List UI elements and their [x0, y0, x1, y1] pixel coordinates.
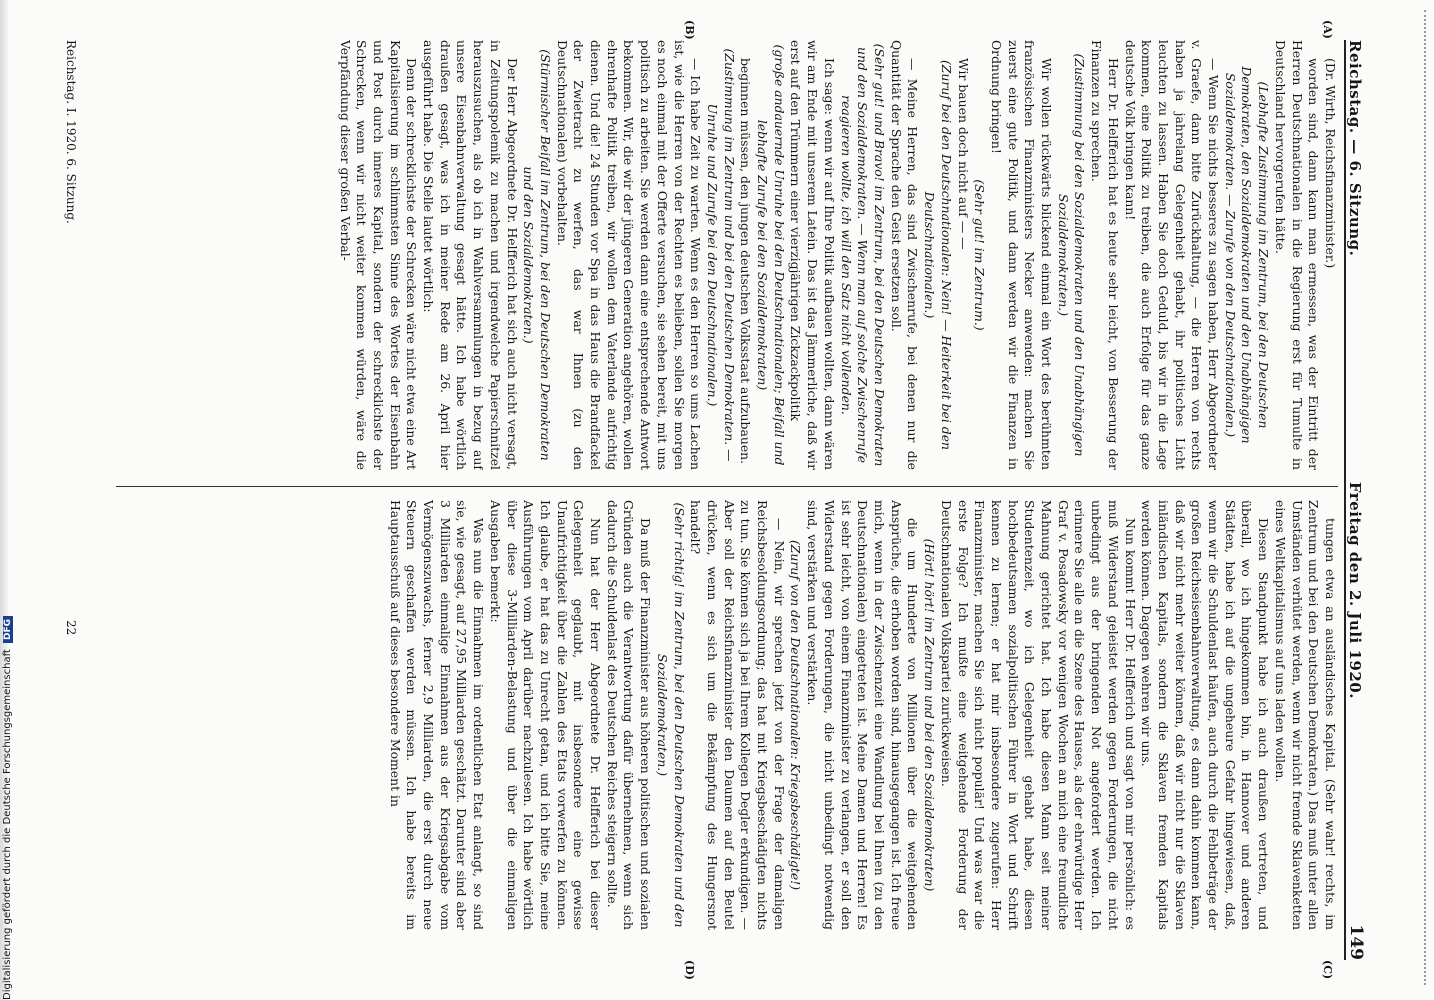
speech-paragraph: Ich sage: wenn wir auf Ihre Politik aufbauen wollten, dann wären wir am Ende mit unserem Latein. Das ist das Jämmerliche, daß wir erst auf den Trümmern einer vierzigjährigen Zickzackpolitik	[788, 40, 837, 470]
credit-text: Digitalisierung gefördert durch die Deutsche Forschungsgemeinschaft	[2, 649, 13, 1000]
margin-mark-d: (D)	[683, 960, 696, 980]
interjection-paragraph: (Sehr gut! und Bravo! im Zentrum, bei den Deutschen Demokraten und den Sozialdemokraten. — Wenn man auf solche Zwischenrufe reagieren wollte, ich will den Satz nicht vollenden.	[838, 43, 888, 467]
speech-paragraph: Nun kommt Herr Dr. Helfferich und sagt von mir persönlich: es muß Widerstand geleistet werden gegen Forderungen, die nicht unbedingt aus der bringenden Not angefordert werden. Ich erinnere Sie alle an die Szene des Hauses, als der ehrwürdige Herr Graf v. Posadowsky vor wenigen Wochen an mich eine freundliche Mahnung gerichtet hat. Ich habe diesen Mann seit meiner Studentenzeit, wo ich Gelegenheit gehabt habe, diesen hochbedeutsamen sozialpolitischen Führer in Wort und Schrift kennen zu lernen; er hat mir insbesondere zugerufen: Herr Finanzminister, machen Sie sich nicht populär! Und was war die erste Folge? Ich mußte eine weitgehende Forderung der Deutschnationalen Volkspartei zurückweisen.	[938, 500, 1138, 930]
speech-paragraph: — Ich habe Zeit zu warten. Wenn es den Herren so ums Lachen ist, wie die Herren von der Rechten es belieben, sollen Sie morgen es noch einmal mit der Offerte versuchen, sie sehen bereit, mit uns politisch zu arbeiten. Sie werden dann eine entsprechende Antwort bekommen. Wir, die wir der jüngeren Generation angehören, wollen ehrenhafte Politik treiben, wir wollen dem Vaterlande aufrichtig dienen. Und die! 24 Stunden vor Spa in das Haus die Brandfackel der Zwietracht zu werfen, das war Ihnen (zu den Deutschnationalen) vorbehalten.	[554, 40, 704, 470]
speech-paragraph: Da muß der Finanzminister aus höheren politischen und sozialen Gründen auch die Verantwortung dafür übernehmen, wenn sich dadurch die Schuldenlast des Deutschen Reiches steigern sollte.	[604, 500, 654, 930]
speech-paragraph: Nun hat der Herr Abgeordnete Dr. Helfferich bei dieser Gelegenheit geglaubt, mit insbesondere eine gewisse Unaufrichtigkeit über die Zahlen des Etats vorwerfen zu können. Ich glaube, er hat das zu Unrecht getan, und ich bitte Sie, meine Ausführungen vom April darüber nachzulesen. Ich habe wörtlich über diese 3-Milliarden-Belastung und über die einmaligen Ausgaben bemerkt:	[487, 500, 604, 930]
interjection-paragraph: (Zustimmung bei den Sozialdemokraten und den Unabhängigen Sozialdemokraten.)	[1055, 53, 1088, 457]
interjection-paragraph: (Zuruf bei den Deutschnationalen: Nein! — Heiterkeit bei den Deutschnationalen.)	[922, 59, 954, 451]
speech-paragraph: worden sind, dann kann man ermessen, was der Eintritt der Herren Deutschnationalen in die Regierung erst für Tumulte in Deutschland hervorgerufen hätte.	[1272, 40, 1322, 470]
left-text-column	[86, 40, 1338, 470]
footer-session-label: Reichstag. I. 1920. 6. Sitzung.	[64, 40, 78, 224]
speech-paragraph: die um Hunderte von Millionen über die weitgehenden Ansprüche, die erhoben worden sind, hinausgegangen ist. Ich freue mich, wenn in der Zwischenzeit eine Wandlung bei Ihnen (zu den Deutschnationalen) eingetreten ist. Meine Damen und Herren! Es ist sehr leicht, von einem Finanzminister zu verlangen, er soll den Widerstand gegen Forderungen, die nicht unbedingt notwendig sind, verstärken und verstärken.	[805, 500, 921, 930]
column-divider	[116, 486, 1338, 487]
speech-paragraph: Der Herr Abgeordnete Dr. Helfferich hat sich auch nicht versagt, in Zeitungspolemik zu machen und irgendwelche Papierschnitzel herauszusuchen, als ob ich in Wahlversammlungen in bezug auf unsere Eisenbahnverwaltung gesagt hätte. Ich habe wörtlich draußen gesagt, was ich in meiner Rede am 26. April hier ausgeführt habe. Die Stelle lautet wörtlich:	[421, 40, 520, 470]
speech-paragraph: Wir wollen rückwärts blickend einmal ein Wort des berühmten französischen Finanzministers Necker anwenden: machen Sie zuerst eine gute Politik, und dann werden wir die Finanzen in Ordnung bringen!	[988, 40, 1055, 470]
page-number: 149	[1346, 924, 1366, 960]
interjection-paragraph: (Zuruf von den Deutschnationalen: Kriegsbeschädigte!)	[788, 539, 804, 891]
speech-paragraph: Herr Dr. Helfferich hat es heute sehr leicht, von Besserung der Finanzen zu sprechen.	[1089, 40, 1121, 470]
interjection-paragraph: (Sehr gut! im Zentrum.)	[972, 179, 988, 331]
speech-paragraph: — Meine Herren, das sind Zwischenrufe, bei denen nur die Quantität der Sprache den Geist ersetzen soll.	[888, 40, 921, 470]
margin-mark-b: (B)	[683, 20, 696, 40]
interjection-paragraph: (große andauernde Unruhe bei den Deutschnationalen; Beifall und lebhafte Zurufe bei den Sozialdemokraten)	[755, 44, 787, 466]
speech-paragraph: beginnen müssen, den jungen deutschen Volksstaat aufzubauen.	[738, 58, 754, 465]
margin-mark-c: (C)	[1321, 960, 1334, 980]
interjection-paragraph: (Stürmischer Beifall im Zentrum, bei den Deutschen Demokraten und den Sozialdemokraten.)	[521, 49, 553, 461]
speech-paragraph: tungen etwa an ausländisches Kapital. (Sehr wahr! rechts, im Zentrum und bei den Deutschen Demokraten.) Das muß unter allen Umständen verhütet werden, wenn wir nicht fremde Sklavenketten eines Weltkapitalismus auf uns laden wollen.	[1272, 500, 1338, 930]
scan-border	[1418, 10, 1426, 985]
speech-paragraph: — Wenn Sie nichts besseres zu sagen haben, Herr Abgeordneter v. Graefe, dann bitte Zurückhaltung, — die Herren von rechts haben ja jahrelang Gelegenheit gehabt, ihr politisches Licht leuchten zu lassen. Haben Sie doch Geduld, bis wir in die Lage kommen, eine Politik zu treiben, die auch Erfolge für das ganze deutsche Volk bringen kann!	[1122, 40, 1222, 470]
rotated-document-sheet	[56, 20, 1386, 980]
speech-paragraph: Diesen Standpunkt habe ich auch draußen vertreten, und überall, wo ich hingekommen bin, in Hannover und anderen Städten, habe ich auf die ungeheure Gefahr hingewiesen, daß, wenn wir die Schuldenlast häufen, auch durch die Fehlbeträge der großen Reichseisenbahnverwaltung, es dann dahin kommen kann, daß wir nicht mehr weiter können, daß wir nicht nur die Sklaven inländischen Kapitals, sondern die Sklaven fremden Kapitals werden können. Dagegen wehren wir uns.	[1139, 500, 1272, 930]
speech-paragraph: Was nun die Einnahmen im ordentlichen Etat anlangt, so sind sie, wie gesagt, auf 27,95 Milliarden geschätzt. Darunter sind aber 3 Milliarden einmalige Einnahmen aus der Kriegsabgabe vom Vermögenszuwachs, ferner 2,9 Milliarden, die erst durch neue Steuern geschaffen werden müssen. Ich habe bereits im Hauptausschuß auf dieses besondere Moment in	[387, 500, 487, 930]
speech-paragraph: Denn der schrecklichste der Schrecken wäre nicht etwa eine Art Kapitalisierung im schlimmsten Sinne des Wortes der Eisenbahn und Post durch inneres Kapital, sondern der schrecklichste der Schrecken, wenn wir nicht weiter kommen würden, wäre die Verpfändung dieser großen Verbal-	[337, 40, 420, 470]
speech-paragraph: — Nein, wir sprechen jetzt von der Frage der damaligen Reichsbesoldungsordnung; das hat mit Kriegsbeschädigten nichts zu tun. Sie können sich ja bei Ihrem Kollegen Degler erkundigen. — Aber soll der Reichsfinanzminister den Daumen auf den Beutel drücken, wenn es sich um die Bekämpfung des Hungersnot handelt?	[688, 500, 787, 930]
interjection-paragraph: (Sehr richtig! im Zentrum, bei den Deutschen Demokraten und den Sozialdemokraten.)	[654, 502, 687, 928]
interjection-paragraph: (Hört! hört! im Zentrum und bei den Sozialdemokraten)	[922, 538, 938, 892]
interjection-paragraph: (Zustimmung im Zentrum und bei den Deutschen Demokraten. — Unruhe und Zurufe bei den Deutschnationalen.)	[704, 48, 737, 462]
right-text-column	[86, 500, 1338, 930]
digitization-credit	[2, 400, 13, 1000]
footer-sheet-number: 22	[64, 620, 78, 636]
header-date: Freitag den 2. Juli 1920.	[1346, 481, 1364, 699]
page-header	[1344, 40, 1386, 960]
speech-paragraph: (Dr. Wirth, Reichsfinanzminister.)	[1323, 58, 1338, 269]
dfg-logo: DFG	[3, 616, 13, 643]
header-title: Reichstag. — 6. Sitzung.	[1346, 40, 1364, 257]
margin-mark-a: (A)	[1321, 20, 1334, 39]
interjection-paragraph: (Lebhafte Zustimmung im Zentrum, bei den Deutschen Demokraten, den Sozialdemokraten und den Unabhängigen Sozialdemokraten. — Zurufe von den Deutschnationalen.)	[1222, 66, 1272, 444]
speech-paragraph: Wir bauen doch nicht auf — —	[955, 58, 971, 250]
